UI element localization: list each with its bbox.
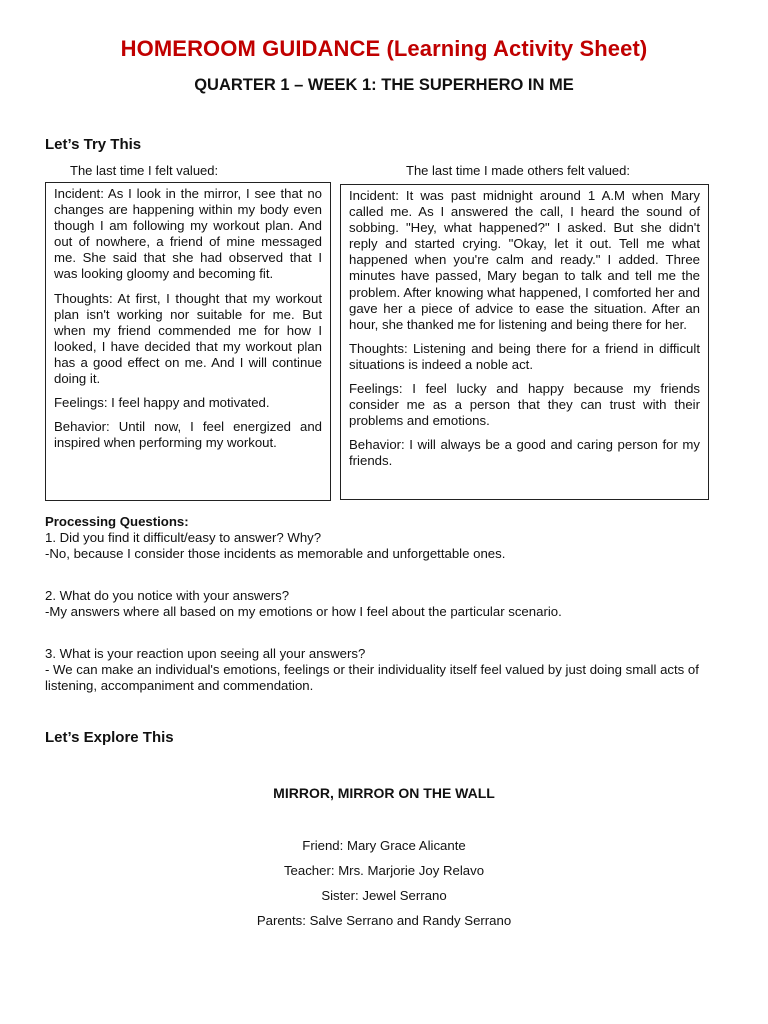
question-2: 2. What do you notice with your answers?	[45, 588, 290, 603]
made-others-valued-box	[340, 184, 709, 500]
person-sister: Sister: Jewel Serrano	[321, 888, 447, 903]
left-behavior: Behavior: Until now, I feel energized and inspired when performing my workout.	[54, 419, 322, 451]
left-feelings: Feelings: I feel happy and motivated.	[54, 395, 270, 411]
lets-explore-heading: Let’s Explore This	[45, 729, 174, 746]
felt-valued-box	[45, 182, 331, 501]
lets-try-heading: Let’s Try This	[45, 136, 142, 153]
processing-heading: Processing Questions:	[45, 514, 189, 529]
answer-2: -My answers where all based on my emotions or how I feel about the particular scenario.	[45, 604, 562, 620]
question-2-block	[45, 588, 715, 620]
right-incident: Incident: It was past midnight around 1 A.M when Mary called me. As I answered the call, I heard the sound of sobbing. "Hey, what happened?" I asked. But she didn't reply and started crying. "Okay, let it out. Tell me what happened when you're calm and ready." I added. Three minutes have passed, Mary began to talk and tell me the problem. After knowing what happened, I comforted her and gave her a piece of advice to ease the situation. After an hour, she thanked me for listening and being there for her.	[349, 188, 700, 332]
right-thoughts: Thoughts: Listening and being there for a friend in difficult situations is indeed a noble act.	[349, 340, 700, 372]
right-caption: The last time I made others felt valued:	[406, 163, 630, 178]
answer-1: -No, because I consider those incidents as memorable and unforgettable ones.	[45, 546, 506, 562]
person-teacher: Teacher: Mrs. Marjorie Joy Relavo	[283, 863, 485, 878]
person-friend: Friend: Mary Grace Alicante	[302, 838, 466, 853]
processing-questions	[45, 514, 715, 563]
document-title: HOMEROOM GUIDANCE (Learning Activity Sheet)	[120, 36, 648, 61]
left-caption: The last time I felt valued:	[70, 163, 219, 178]
activity-title: MIRROR, MIRROR ON THE WALL	[273, 785, 495, 801]
right-behavior: Behavior: I will always be a good and caring person for my friends.	[349, 437, 700, 469]
answer-3: - We can make an individual's emotions, feelings or their individuality itself feel valued by just doing small acts of listening, accompaniment and commendation.	[45, 662, 699, 694]
question-3: 3. What is your reaction upon seeing all your answers?	[45, 646, 366, 661]
left-thoughts: Thoughts: At first, I thought that my workout plan isn't working nor suitable for me. But when my friend commended me for how I looked, I have decided that my workout plan has a good effect on me. And I will continue doing it.	[54, 290, 322, 387]
person-parents: Parents: Salve Serrano and Randy Serrano	[256, 913, 512, 928]
question-1: 1. Did you find it difficult/easy to answer? Why?	[45, 530, 322, 546]
question-3-block	[45, 646, 707, 695]
right-feelings: Feelings: I feel lucky and happy because my friends consider me as a person that they can trust with their problems and emotions.	[349, 381, 700, 429]
left-incident: Incident: As I look in the mirror, I see that no changes are happening within my body even though I am following my workout plan. And out of nowhere, a friend of mine messaged me. She said that she had observed that I was looking gloomy and becoming fit.	[54, 186, 322, 282]
document-subtitle: QUARTER 1 – WEEK 1: THE SUPERHERO IN ME	[194, 76, 574, 94]
